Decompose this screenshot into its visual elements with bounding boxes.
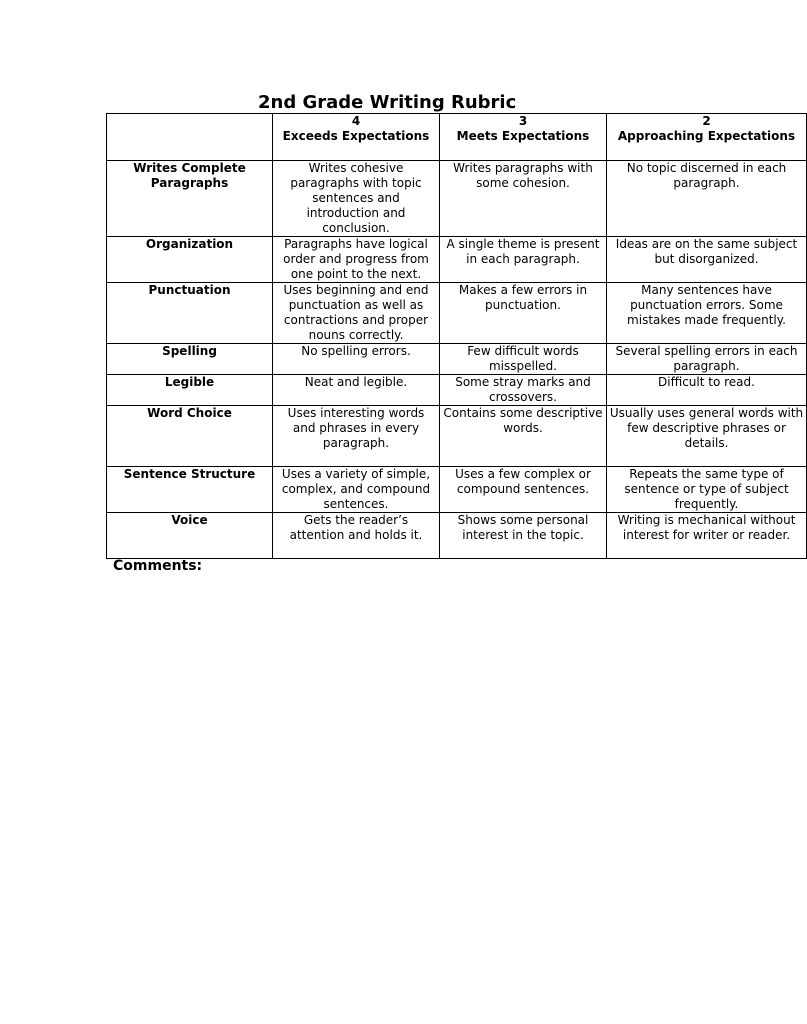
criterion-label: Sentence Structure [107, 467, 273, 513]
level-score: 3 [518, 114, 528, 128]
rubric-row-writes-complete-paragraphs [107, 161, 807, 237]
descriptor-cell: A single theme is present in each paragraph. [440, 237, 607, 283]
descriptor-cell: Shows some personal interest in the topic. [440, 513, 607, 559]
criterion-label: Organization [107, 237, 273, 283]
rubric-row-word-choice [107, 406, 807, 467]
descriptor-cell: Some stray marks and crossovers. [440, 375, 607, 406]
descriptor-cell: Contains some descriptive words. [440, 406, 607, 467]
descriptor-cell: Difficult to read. [607, 375, 807, 406]
level-name: Meets Expectations [456, 129, 590, 143]
level-header-4 [273, 114, 440, 161]
descriptor-cell: Several spelling errors in each paragraph. [607, 344, 807, 375]
descriptor-cell: Paragraphs have logical order and progress from one point to the next. [273, 237, 440, 283]
header-corner-cell [107, 114, 273, 161]
descriptor-cell: Uses beginning and end punctuation as well as contractions and proper nouns correctly. [273, 283, 440, 344]
descriptor-cell: Many sentences have punctuation errors. Some mistakes made frequently. [607, 283, 807, 344]
rubric-row-organization [107, 237, 807, 283]
level-score: 4 [351, 114, 361, 128]
descriptor-cell: Usually uses general words with few descriptive phrases or details. [607, 406, 807, 467]
descriptor-cell: Few difficult words misspelled. [440, 344, 607, 375]
rubric-row-sentence-structure [107, 467, 807, 513]
criterion-label: Word Choice [107, 406, 273, 467]
rubric-table [106, 113, 807, 559]
level-score: 2 [702, 114, 711, 128]
descriptor-cell: No topic discerned in each paragraph. [607, 161, 807, 237]
criterion-label: Spelling [107, 344, 273, 375]
descriptor-cell: Neat and legible. [273, 375, 440, 406]
descriptor-cell: No spelling errors. [273, 344, 440, 375]
level-name: Exceeds Expectations [282, 129, 430, 143]
descriptor-cell: Writes cohesive paragraphs with topic sentences and introduction and conclusion. [273, 161, 440, 237]
rubric-row-legible [107, 375, 807, 406]
rubric-row-spelling [107, 344, 807, 375]
descriptor-cell: Uses a variety of simple, complex, and compound sentences. [273, 467, 440, 513]
header-row [107, 114, 807, 161]
level-header-3 [440, 114, 607, 161]
criterion-label: Punctuation [107, 283, 273, 344]
page-title: 2nd Grade Writing Rubric [258, 92, 517, 113]
criterion-label: Voice [107, 513, 273, 559]
descriptor-cell: Uses interesting words and phrases in every paragraph. [273, 406, 440, 467]
level-header-2 [607, 114, 807, 161]
descriptor-cell: Writing is mechanical without interest for writer or reader. [607, 513, 807, 559]
level-name: Approaching Expectations [617, 129, 796, 143]
criterion-label: Writes Complete Paragraphs [107, 161, 273, 237]
criterion-label: Legible [107, 375, 273, 406]
comments-label: Comments: [113, 558, 203, 574]
rubric-row-punctuation [107, 283, 807, 344]
descriptor-cell: Uses a few complex or compound sentences. [440, 467, 607, 513]
descriptor-cell: Writes paragraphs with some cohesion. [440, 161, 607, 237]
rubric-row-voice [107, 513, 807, 559]
descriptor-cell: Repeats the same type of sentence or type of subject frequently. [607, 467, 807, 513]
descriptor-cell: Ideas are on the same subject but disorganized. [607, 237, 807, 283]
descriptor-cell: Gets the reader’s attention and holds it. [273, 513, 440, 559]
descriptor-cell: Makes a few errors in punctuation. [440, 283, 607, 344]
